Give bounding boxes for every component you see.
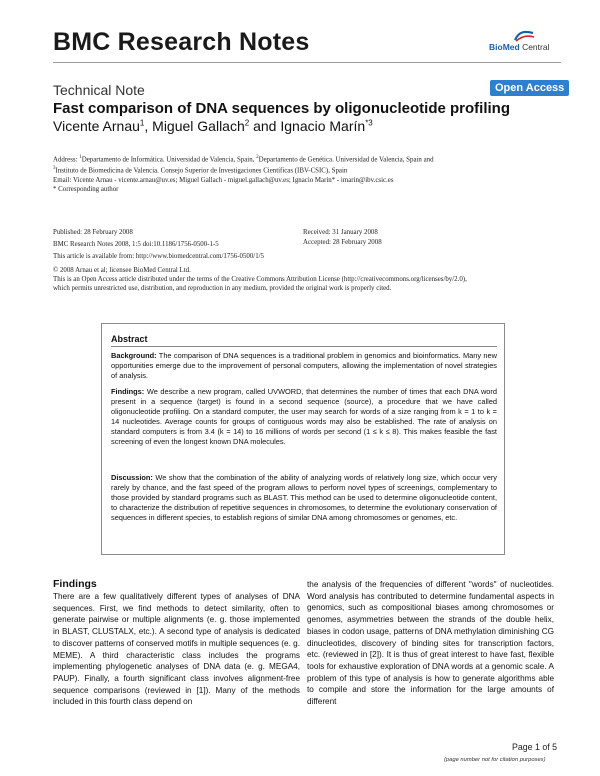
abstract-section-text: The comparison of DNA sequences is a traditional problem in genomics and bioinformatics. Many new opportunities emerge due to the improvement of personal computers, allowing the implementation of novel strategies of analysis.: [111, 351, 497, 381]
author-name[interactable]: Ignacio Marín: [280, 118, 366, 134]
address-block: [53, 153, 573, 176]
address-text: Instituto de Biomedicina de Valencia. Consejo Superior de Investigaciones Científicas (IBV-CSIC), Spain: [55, 167, 348, 175]
article-type: Technical Note: [53, 82, 145, 98]
license-line-2: which permits unrestricted use, distribution, and reproduction in any medium, provided the original work is properly cited.: [53, 285, 392, 292]
article-url[interactable]: This article is available from: http://www.biomedcentral.com/1756-0500/1/5: [53, 253, 265, 260]
copyright: © 2008 Arnau et al; licensee BioMed Central Ltd.: [53, 267, 191, 274]
citation: BMC Research Notes 2008, 1:5 doi:10.1186/1756-0500-1-5: [53, 241, 219, 248]
author-and: and: [249, 118, 281, 134]
abstract-discussion: [111, 473, 497, 523]
page-number: Page 1 of 5: [512, 742, 557, 752]
address-line-1: [53, 153, 573, 164]
page-number-note: (page number not for citation purposes): [444, 757, 546, 763]
journal-title: BMC Research Notes: [53, 28, 310, 56]
corresponding-author: * Corresponding author: [53, 186, 119, 193]
header-divider: [53, 62, 561, 63]
address-line-2: [53, 164, 573, 175]
abstract-background: [111, 351, 497, 381]
logo-bio: BioMed: [489, 42, 520, 52]
email-line[interactable]: Email: Vicente Arnau - vicente.arnau@uv.es; Miguel Gallach - miguel.gallach@uv.es; Ignacio Marín* - imarin@ibv.csic.es: [53, 177, 394, 184]
biomed-central-logo-icon: [513, 30, 535, 42]
author-name[interactable]: Vicente Arnau: [53, 118, 140, 134]
address-sup: 2: [256, 155, 259, 160]
author-affiliation: 1: [139, 118, 145, 128]
abstract-findings: [111, 387, 497, 448]
article-title: Fast comparison of DNA sequences by oligonucleotide profiling: [53, 100, 510, 117]
published-date: Published: 28 February 2008: [53, 229, 133, 236]
license-line-1: This is an Open Access article distributed under the terms of the Creative Commons Attribution License (http://creativecommons.org/licenses/by/2.0),: [53, 276, 467, 283]
abstract-section-label: Discussion:: [111, 473, 153, 482]
abstract-section-text: We show that the combination of the ability of analyzing words of relatively long size, which occur very rarely by chance, and the fast speed of the program allows to perform novel types of screenings, complementary to those provided by standard programs such as BLAST. This method can be used to determine oligonucleotide content, to characterize the distribution of repetitive sequences in chromosomes, to determine the evolutionary conservation of sequences in different species, to establish regions of similar DNA among chromosomes or genomes, etc.: [111, 473, 497, 523]
abstract-section-text: We describe a new program, called UVWORD, that determines the number of times that each DNA word present in a sequence (target) is found in a second sequence (source), a procedure that we have called oligonucleotide profiling. On a standard computer, the user may search for words of a size ranging from k = 1 to k = 14 nucleotides. Average counts for groups of contiguous words may also be established. The rate of analysis on standard computers is from 3.4 (k = 14) to 16 millions of words per second (1 ≤ k ≤ 8). This makes feasible the fast screening of even the longest known DNA molecules.: [111, 387, 497, 447]
body-column-right: the analysis of the frequencies of different "words" of nucleotides. Word analysis has contributed to determine fundamental aspects in genomics, such as compositional biases among chromosomes or genomes, asymmetries between the strands of the double helix, biases in codon usage, patterns of DNA methylation diminishing CG dinucleotides, discovery of binding sites for transcription factors, etc. (reviewed in [2]). It is thus of great interest to have fast, flexible tools for exhaustive exploration of DNA words at a genomic scale. A problem of this type of analysis is how to generate algorithms able to compile and store the information for the large amounts of different: [307, 580, 554, 707]
abstract-section-label: Findings:: [111, 387, 145, 396]
address-sup: 3: [53, 166, 56, 172]
abstract-divider: [111, 346, 497, 347]
author-list: [53, 118, 373, 134]
author-separator: ,: [144, 118, 153, 134]
author-name[interactable]: Miguel Gallach: [152, 118, 245, 134]
body-column-left: There are a few qualitatively different types of analyses of DNA sequences. First, we find methods to detect similarity, often to generate pairwise or multiple alignments (e. g. those implemented in BLAST, CLUSTALX, etc.). A second type of analysis is dedicated to discover patterns of conserved motifs in multiple sequences (e. g. MEME). A third characteristic class includes the programs implementing phylogenetic analyses of DNA data (e. g. MEGA4, PAUP). Finally, a fourth significant class involves alignment-free sequence comparisons (reviewed in [1]). Many of the methods included in this fourth class depend on: [53, 592, 300, 707]
open-access-badge[interactable]: Open Access: [490, 80, 569, 96]
received-date: Received: 31 January 2008: [303, 229, 378, 236]
address-text: Departamento de Informática. Universidad de Valencia, Spain,: [81, 156, 257, 164]
address-text: Departamento de Genética. Universidad de Valencia, Spain and: [258, 156, 434, 164]
logo-central: Central: [519, 42, 550, 52]
address-label: Address:: [53, 156, 80, 164]
logo-wordmark: [489, 42, 569, 52]
author-affiliation: *3: [365, 118, 373, 128]
abstract-section-label: Background:: [111, 351, 157, 360]
accepted-date: Accepted: 28 February 2008: [303, 239, 382, 246]
abstract-title: Abstract: [111, 334, 148, 344]
findings-heading: Findings: [53, 578, 97, 590]
address-sup: 1: [79, 155, 82, 160]
author-affiliation: 2: [244, 118, 250, 128]
biomed-central-logo[interactable]: [489, 30, 559, 54]
